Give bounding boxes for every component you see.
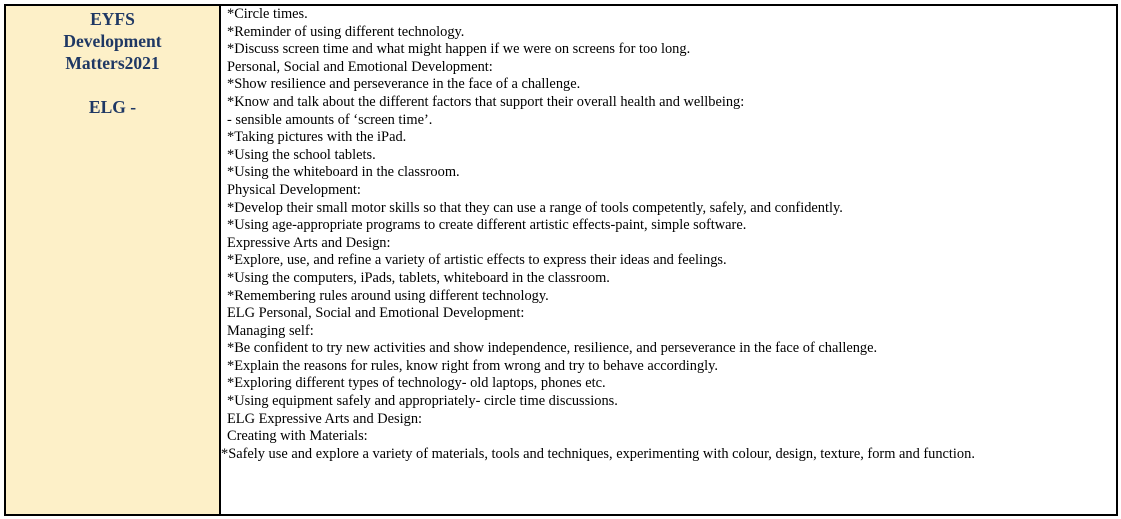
content-line: *Safely use and explore a variety of materials, tools and techniques, experimenting with colour, design, texture, form and function.	[221, 445, 975, 462]
heading-line-2: Development	[63, 31, 162, 51]
content-line: *Exploring different types of technology- old laptops, phones etc.	[227, 375, 606, 392]
content-line: *Circle times.	[227, 6, 308, 22]
content-line: *Show resilience and perseverance in the face of a challenge.	[227, 76, 581, 93]
content-line: Physical Development:	[227, 181, 361, 198]
content-line: *Be confident to try new activities and show independence, resilience, and perseverance in the face of challenge.	[227, 340, 878, 357]
content-line: *Using equipment safely and appropriately- circle time discussions.	[227, 393, 618, 410]
content-line: *Using the school tablets.	[227, 146, 376, 163]
heading-line-3: Matters2021	[65, 53, 160, 73]
content-cell	[221, 6, 1116, 514]
content-line: Managing self:	[227, 322, 314, 339]
content-line: *Reminder of using different technology.	[227, 23, 465, 40]
content-line: *Know and talk about the different factors that support their overall health and wellbeing:	[227, 93, 745, 110]
content-line: *Explain the reasons for rules, know right from wrong and try to behave accordingly.	[227, 357, 719, 374]
content-line: *Explore, use, and refine a variety of artistic effects to express their ideas and feelings.	[227, 252, 727, 269]
content-line: ELG Personal, Social and Emotional Development:	[227, 305, 525, 322]
content-line: Expressive Arts and Design:	[227, 234, 391, 251]
content-line: Creating with Materials:	[227, 428, 368, 445]
elg-label: ELG -	[88, 97, 137, 117]
content-line: ELG Expressive Arts and Design:	[227, 410, 423, 427]
content-line: Personal, Social and Emotional Development:	[227, 58, 493, 75]
content-line: *Taking pictures with the iPad.	[227, 129, 407, 146]
heading-spacer	[6, 74, 219, 96]
curriculum-table	[4, 4, 1118, 516]
content-line: *Develop their small motor skills so that they can use a range of tools competently, safely, and confidently.	[227, 199, 843, 216]
content-line: *Using the whiteboard in the classroom.	[227, 164, 460, 181]
eyfs-heading-cell	[6, 6, 221, 514]
content-line: *Using age-appropriate programs to create different artistic effects-paint, simple software.	[227, 217, 747, 234]
content-line: *Using the computers, iPads, tablets, whiteboard in the classroom.	[227, 269, 610, 286]
content-line: - sensible amounts of ‘screen time’.	[227, 111, 433, 128]
heading-line-1: EYFS	[90, 9, 135, 29]
content-line: *Remembering rules around using different technology.	[227, 287, 549, 304]
content-line: *Discuss screen time and what might happen if we were on screens for too long.	[227, 41, 691, 58]
